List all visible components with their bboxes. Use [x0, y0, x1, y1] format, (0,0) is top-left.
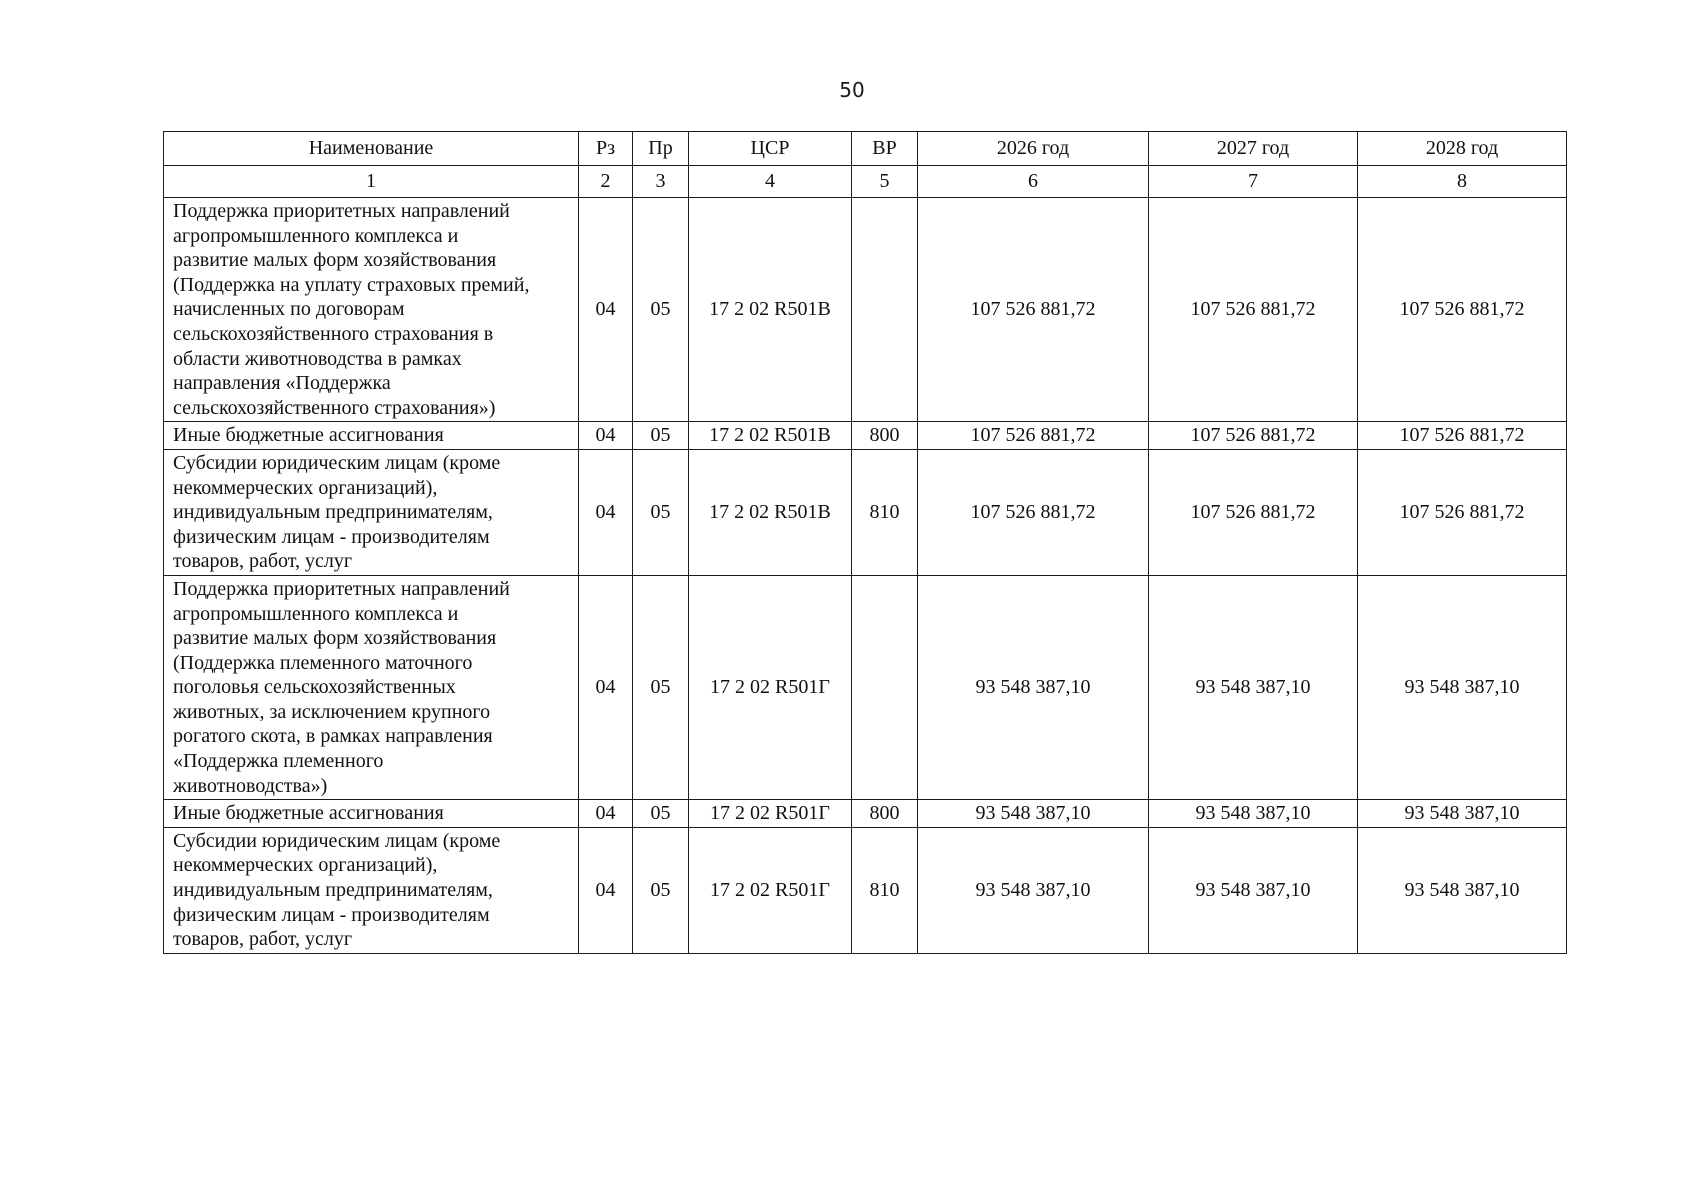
column-number: 2: [579, 166, 633, 198]
row-amount-2027: 93 548 387,10: [1149, 827, 1358, 953]
row-vr: 810: [852, 449, 918, 575]
header-name: Наименование: [164, 132, 579, 166]
row-rz: 04: [579, 198, 633, 422]
row-csr: 17 2 02 R501В: [689, 422, 852, 450]
row-rz: 04: [579, 827, 633, 953]
row-pr: 05: [633, 449, 689, 575]
row-csr: 17 2 02 R501В: [689, 198, 852, 422]
row-amount-2027: 107 526 881,72: [1149, 198, 1358, 422]
row-amount-2028: 93 548 387,10: [1358, 827, 1567, 953]
row-vr: 800: [852, 800, 918, 828]
row-amount-2026: 93 548 387,10: [918, 575, 1149, 799]
column-number: 5: [852, 166, 918, 198]
row-amount-2026: 107 526 881,72: [918, 198, 1149, 422]
header-vr: ВР: [852, 132, 918, 166]
row-pr: 05: [633, 422, 689, 450]
column-number: 7: [1149, 166, 1358, 198]
row-amount-2026: 93 548 387,10: [918, 800, 1149, 828]
header-year-2027: 2027 год: [1149, 132, 1358, 166]
table-row: [164, 449, 1567, 575]
column-number: 3: [633, 166, 689, 198]
row-pr: 05: [633, 800, 689, 828]
row-rz: 04: [579, 800, 633, 828]
row-name: Иные бюджетные ассигнования: [164, 422, 579, 450]
row-amount-2026: 107 526 881,72: [918, 422, 1149, 450]
row-csr: 17 2 02 R501В: [689, 449, 852, 575]
row-amount-2027: 107 526 881,72: [1149, 422, 1358, 450]
table-row: [164, 827, 1567, 953]
budget-table: [163, 131, 1567, 954]
row-name: Поддержка приоритетных направлений агропромышленного комплекса и развитие малых форм хозяйствования (Поддержка на уплату страховых премий, начисленных по договорам сельскохозяйственного страхования в области животноводства в рамках направления «Поддержка сельскохозяйственного страхования»): [164, 198, 579, 422]
header-csr: ЦСР: [689, 132, 852, 166]
row-vr: 800: [852, 422, 918, 450]
row-vr: [852, 575, 918, 799]
header-pr: Пр: [633, 132, 689, 166]
row-amount-2028: 107 526 881,72: [1358, 449, 1567, 575]
row-pr: 05: [633, 827, 689, 953]
row-amount-2027: 107 526 881,72: [1149, 449, 1358, 575]
row-csr: 17 2 02 R501Г: [689, 575, 852, 799]
header-rz: Рз: [579, 132, 633, 166]
table-row: [164, 575, 1567, 799]
row-amount-2026: 93 548 387,10: [918, 827, 1149, 953]
row-amount-2027: 93 548 387,10: [1149, 800, 1358, 828]
column-number: 8: [1358, 166, 1567, 198]
column-number-row: [164, 166, 1567, 198]
header-row: [164, 132, 1567, 166]
row-amount-2027: 93 548 387,10: [1149, 575, 1358, 799]
header-year-2026: 2026 год: [918, 132, 1149, 166]
table-row: [164, 422, 1567, 450]
row-rz: 04: [579, 449, 633, 575]
row-amount-2026: 107 526 881,72: [918, 449, 1149, 575]
column-number: 1: [164, 166, 579, 198]
row-name: Поддержка приоритетных направлений агропромышленного комплекса и развитие малых форм хозяйствования (Поддержка племенного маточного поголовья сельскохозяйственных животных, за исключением крупного рогатого скота, в рамках направления «Поддержка племенного животноводства»): [164, 575, 579, 799]
row-csr: 17 2 02 R501Г: [689, 827, 852, 953]
row-name: Субсидии юридическим лицам (кроме некоммерческих организаций), индивидуальным предпринимателям, физическим лицам - производителям товаров, работ, услуг: [164, 449, 579, 575]
row-vr: [852, 198, 918, 422]
page-number: 50: [839, 78, 865, 102]
row-rz: 04: [579, 575, 633, 799]
row-pr: 05: [633, 198, 689, 422]
row-amount-2028: 107 526 881,72: [1358, 422, 1567, 450]
header-year-2028: 2028 год: [1358, 132, 1567, 166]
table-row: [164, 198, 1567, 422]
row-vr: 810: [852, 827, 918, 953]
column-number: 4: [689, 166, 852, 198]
row-amount-2028: 107 526 881,72: [1358, 198, 1567, 422]
table-row: [164, 800, 1567, 828]
row-csr: 17 2 02 R501Г: [689, 800, 852, 828]
row-name: Иные бюджетные ассигнования: [164, 800, 579, 828]
row-amount-2028: 93 548 387,10: [1358, 800, 1567, 828]
row-name: Субсидии юридическим лицам (кроме некоммерческих организаций), индивидуальным предпринимателям, физическим лицам - производителям товаров, работ, услуг: [164, 827, 579, 953]
column-number: 6: [918, 166, 1149, 198]
row-rz: 04: [579, 422, 633, 450]
row-amount-2028: 93 548 387,10: [1358, 575, 1567, 799]
row-pr: 05: [633, 575, 689, 799]
